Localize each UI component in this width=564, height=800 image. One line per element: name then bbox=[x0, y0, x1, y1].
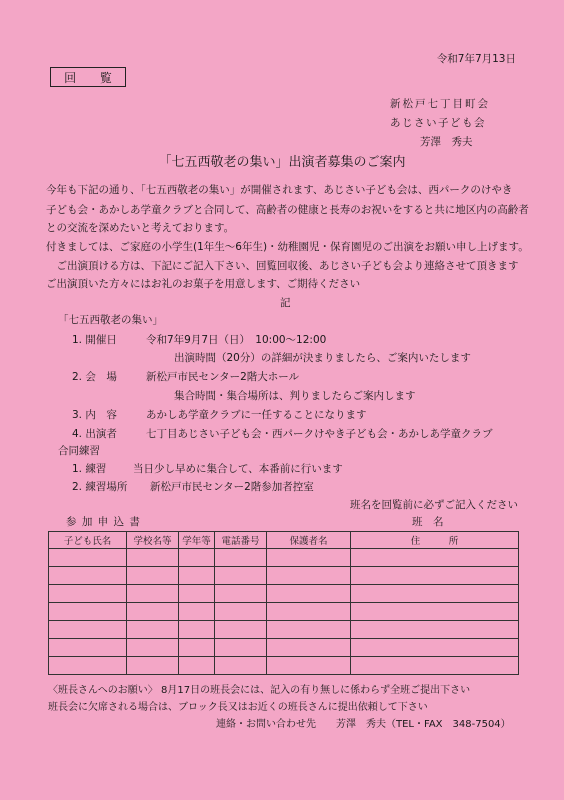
body-line: 子ども会・あかしあ学童クラブと合同して、高齢者の健康と長寿のお祝いをすると共に地区内の高齢者 bbox=[46, 204, 529, 216]
column-header: 保護者名 bbox=[267, 532, 351, 549]
table-header-row bbox=[49, 532, 519, 549]
practice-item1-value: 当日少し早めに集合して、本番前に行います bbox=[133, 463, 343, 475]
form-cell bbox=[127, 567, 179, 585]
content-label: 3. 内 容 bbox=[72, 409, 117, 421]
group-name-label: 班 名 bbox=[412, 516, 444, 528]
form-cell bbox=[351, 603, 519, 621]
form-cell bbox=[49, 657, 127, 675]
table-row bbox=[49, 603, 519, 621]
application-form bbox=[48, 531, 518, 675]
form-cell bbox=[127, 603, 179, 621]
form-cell bbox=[127, 639, 179, 657]
form-cell bbox=[179, 567, 215, 585]
table-row bbox=[49, 549, 519, 567]
footer-absence-line: 班長会に欠席される場合は、ブロック長又はお近くの班長さんに提出依頼して下さい bbox=[48, 702, 428, 713]
form-cell bbox=[127, 657, 179, 675]
form-cell bbox=[179, 657, 215, 675]
form-cell bbox=[351, 657, 519, 675]
performers-label: 4. 出演者 bbox=[72, 428, 117, 440]
application-table bbox=[48, 531, 519, 675]
form-cell bbox=[179, 639, 215, 657]
form-cell bbox=[179, 549, 215, 567]
application-heading: 参 加 申 込 書 bbox=[66, 516, 141, 528]
form-cell bbox=[49, 621, 127, 639]
form-cell bbox=[179, 603, 215, 621]
footer-request-line: 〈班長さんへのお願い〉 8月17日の班長会には、記入の有り無しに係わらず全班ご提出下さい bbox=[48, 685, 471, 696]
form-cell bbox=[179, 621, 215, 639]
form-cell bbox=[267, 585, 351, 603]
practice-item2-value: 新松戸市民センター2階参加者控室 bbox=[150, 481, 314, 493]
column-header: 学年等 bbox=[179, 532, 215, 549]
form-cell bbox=[215, 585, 267, 603]
venue-label: 2. 会 場 bbox=[72, 371, 117, 383]
practice-item1-label: 1. 練習 bbox=[72, 463, 107, 475]
date-label: 1. 開催日 bbox=[72, 334, 117, 346]
body-line: ご出演頂ける方は、下記にご記入下さい、回覧回収後、あじさい子ども会より連絡させて頂きます bbox=[46, 260, 519, 272]
form-cell bbox=[267, 621, 351, 639]
form-cell bbox=[351, 639, 519, 657]
event-name: 「七五西敬老の集い」 bbox=[58, 314, 163, 326]
practice-item2-label: 2. 練習場所 bbox=[72, 481, 128, 493]
group-name-note: 班名を回覧前に必ずご記入ください bbox=[350, 499, 518, 511]
form-cell bbox=[49, 585, 127, 603]
body-line: 今年も下記の通り、「七五西敬老の集い」が開催されます、あじさい子ども会は、西パークのけやき bbox=[46, 184, 513, 196]
table-row bbox=[49, 621, 519, 639]
form-cell bbox=[351, 585, 519, 603]
form-cell bbox=[215, 567, 267, 585]
column-header: 学校名等 bbox=[127, 532, 179, 549]
body-line: との交流を深めたいと考えております。 bbox=[46, 222, 235, 234]
form-cell bbox=[351, 549, 519, 567]
form-cell bbox=[215, 603, 267, 621]
org-representative: 芳澤 秀夫 bbox=[420, 136, 473, 148]
form-cell bbox=[267, 603, 351, 621]
org-neighborhood: 新松戸七丁目町会 bbox=[390, 98, 490, 110]
form-cell bbox=[215, 621, 267, 639]
org-children-club: あじさい子ども会 bbox=[390, 117, 486, 129]
page-title: 「七五西敬老の集い」出演者募集のご案内 bbox=[158, 155, 406, 170]
form-cell bbox=[179, 585, 215, 603]
column-header: 子ども氏名 bbox=[49, 532, 127, 549]
ki-heading: 記 bbox=[280, 297, 291, 309]
form-cell bbox=[215, 639, 267, 657]
venue-note: 集合時間・集合場所は、判りましたらご案内します bbox=[174, 390, 416, 402]
form-cell bbox=[267, 549, 351, 567]
column-header: 電話番号 bbox=[215, 532, 267, 549]
form-cell bbox=[127, 585, 179, 603]
body-line: ご出演頂いた方々にはお礼のお菓子を用意します、ご期待ください bbox=[46, 278, 361, 290]
practice-heading: 合同練習 bbox=[58, 445, 100, 457]
form-cell bbox=[49, 549, 127, 567]
form-cell bbox=[267, 639, 351, 657]
circulation-label: 回 覧 bbox=[64, 70, 122, 85]
form-cell bbox=[267, 657, 351, 675]
form-cell bbox=[49, 603, 127, 621]
content-value: あかしあ学童クラブに一任することになります bbox=[146, 409, 367, 421]
date-note: 出演時間（20分）の詳細が決まりましたら、ご案内いたします bbox=[174, 352, 471, 364]
document-date: 令和7年7月13日 bbox=[436, 53, 516, 65]
form-cell bbox=[351, 567, 519, 585]
form-cell bbox=[127, 621, 179, 639]
circulation-stamp bbox=[50, 67, 126, 87]
venue-value: 新松戸市民センター2階大ホール bbox=[146, 371, 300, 383]
body-line: 付きましては、ご家庭の小学生(1年生～6年生)・幼稚園児・保育園児のご出演をお願い申し上げます。 bbox=[46, 241, 529, 253]
date-value: 令和7年9月7日（日） 10:00～12:00 bbox=[146, 334, 327, 346]
form-cell bbox=[49, 567, 127, 585]
form-cell bbox=[127, 549, 179, 567]
column-header: 住 所 bbox=[351, 532, 519, 549]
form-cell bbox=[49, 639, 127, 657]
table-row bbox=[49, 567, 519, 585]
table-row bbox=[49, 639, 519, 657]
performers-value: 七丁目あじさい子ども会・西パークけやき子ども会・あかしあ学童クラブ bbox=[146, 428, 493, 440]
table-row bbox=[49, 657, 519, 675]
form-cell bbox=[267, 567, 351, 585]
table-row bbox=[49, 585, 519, 603]
form-cell bbox=[215, 657, 267, 675]
form-cell bbox=[351, 621, 519, 639]
form-cell bbox=[215, 549, 267, 567]
contact-line: 連絡・お問い合わせ先 芳澤 秀夫（TEL・FAX 348-7504） bbox=[216, 719, 511, 730]
